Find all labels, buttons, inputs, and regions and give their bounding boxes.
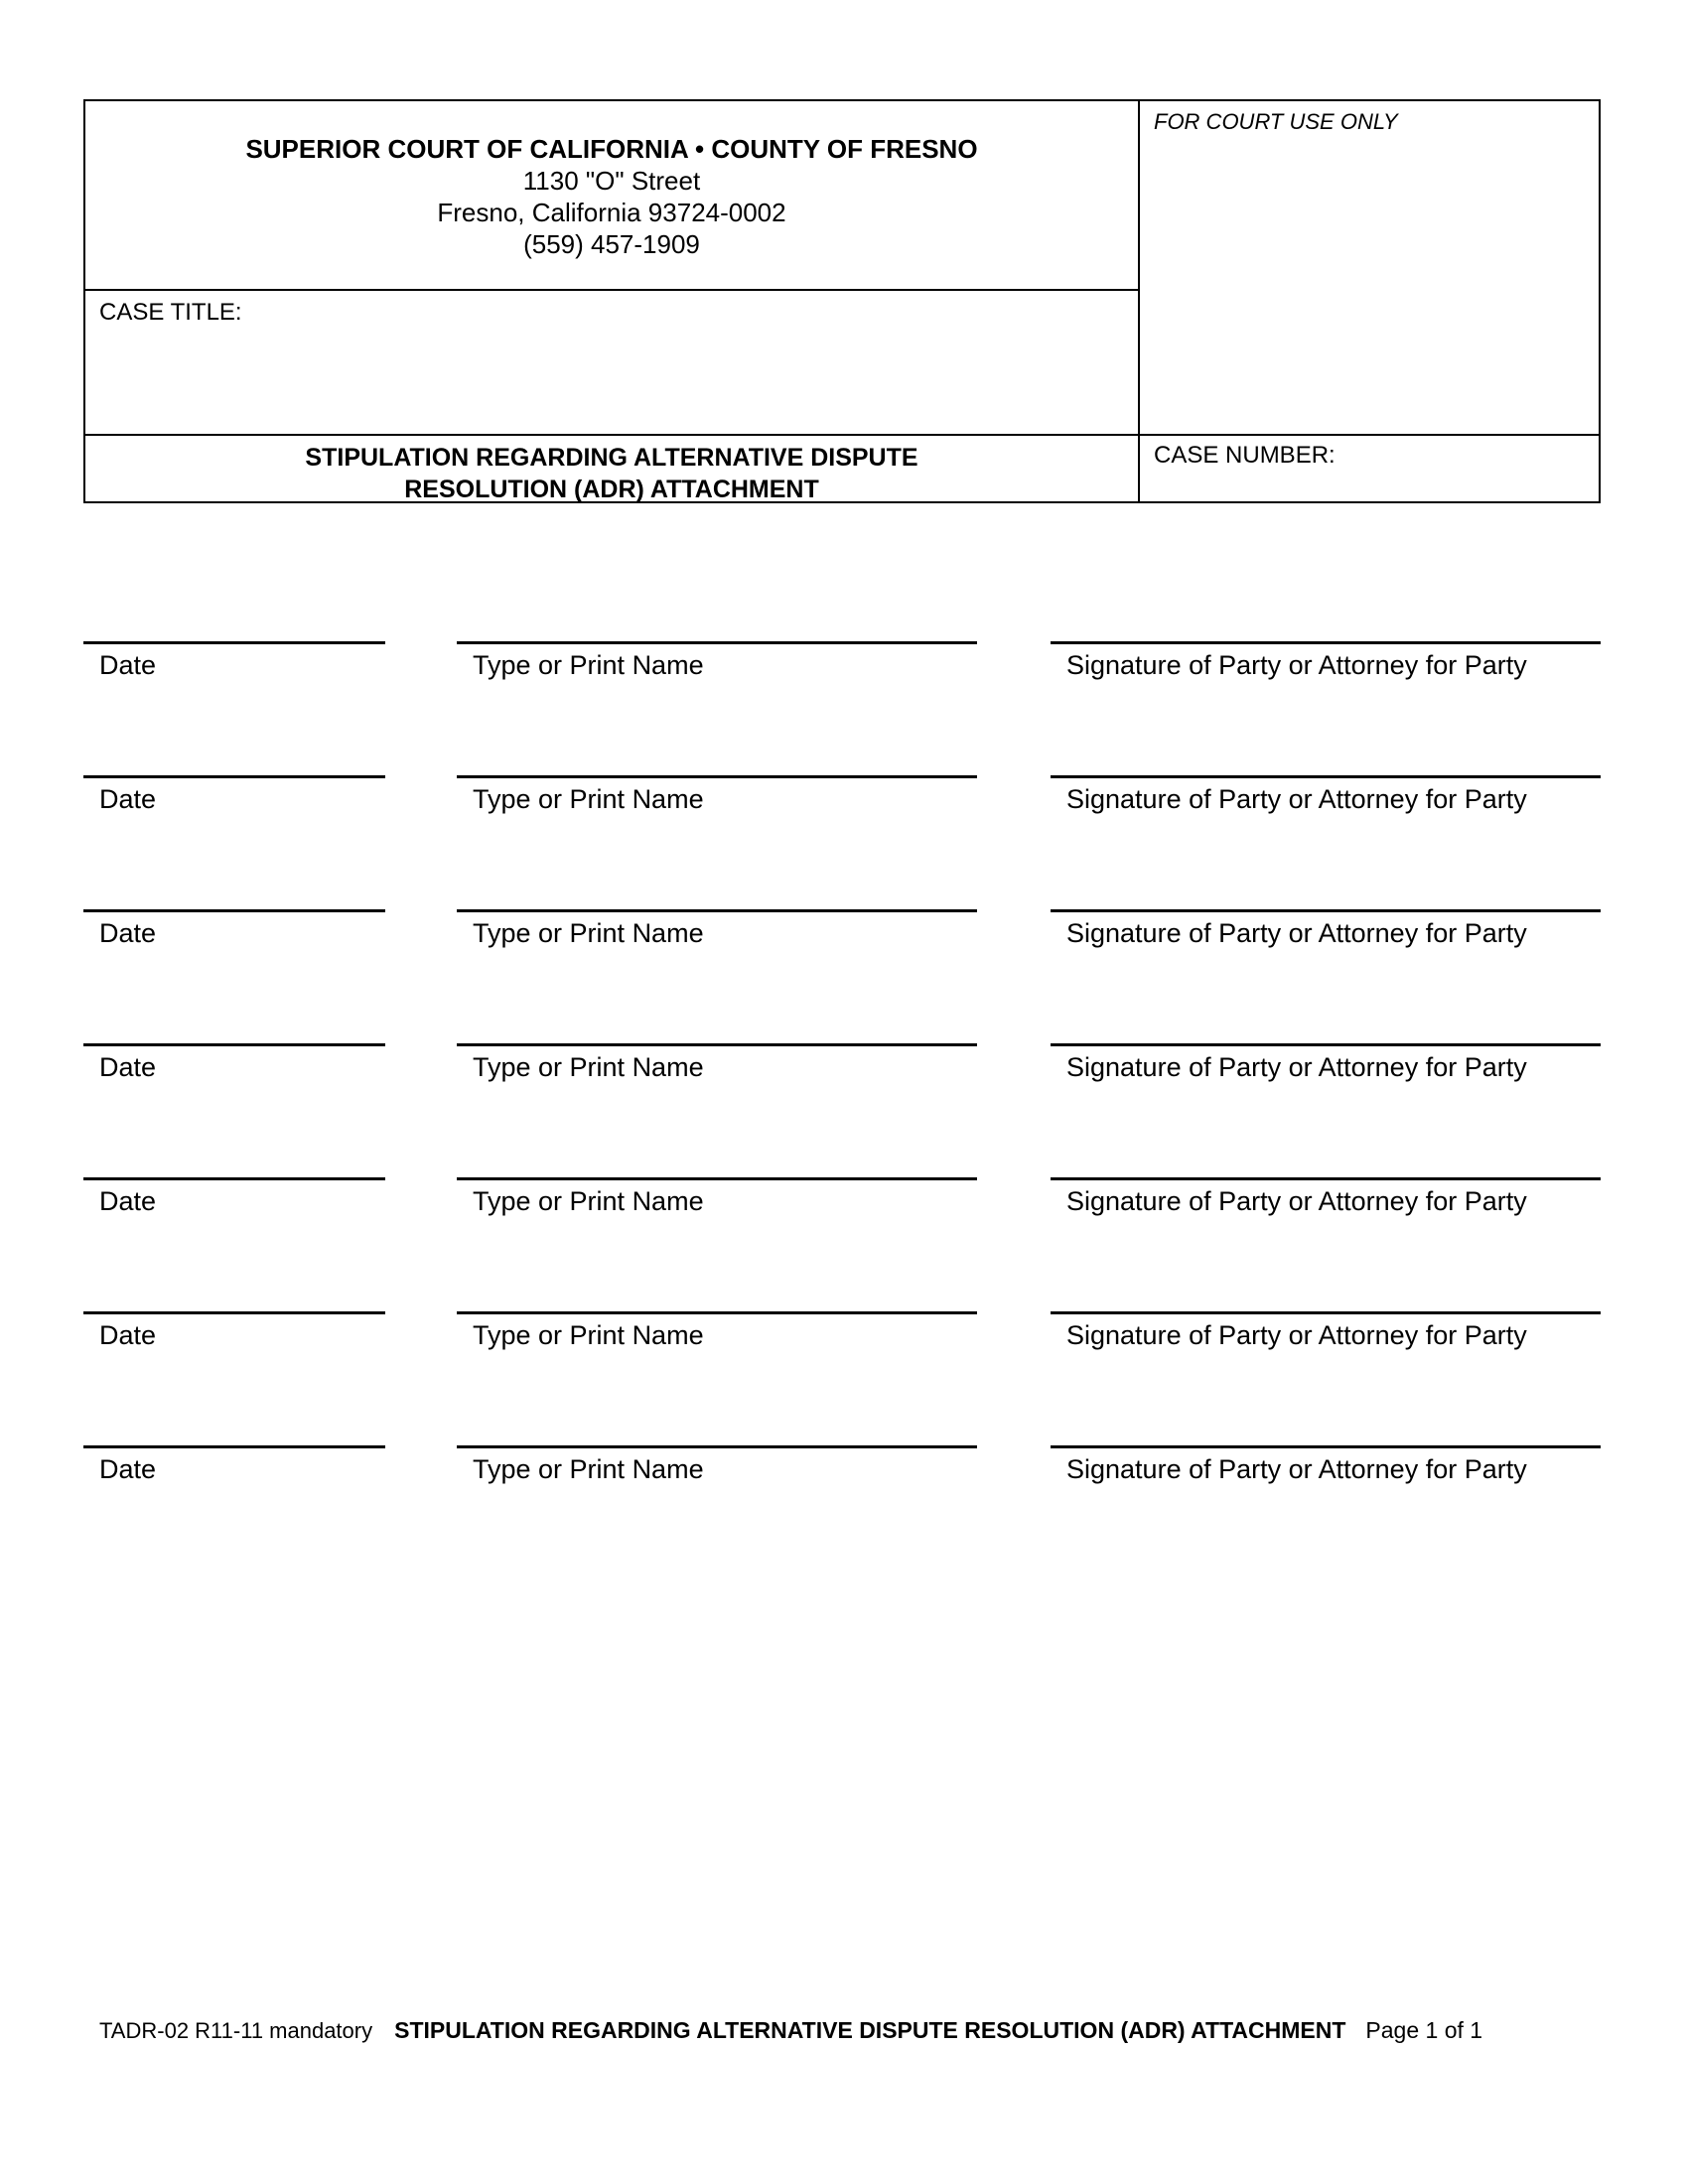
signature-line[interactable] [1051, 641, 1601, 681]
signature-label: Signature of Party or Attorney for Party [1066, 1186, 1527, 1216]
signature-label: Signature of Party or Attorney for Party [1066, 918, 1527, 948]
document-title [85, 434, 1140, 503]
date-label: Date [99, 1052, 157, 1082]
print-name-label: Type or Print Name [473, 650, 704, 680]
signature-line[interactable] [1051, 775, 1601, 815]
signature-line[interactable] [1051, 1311, 1601, 1351]
page-footer [99, 2017, 1609, 2044]
date-label: Date [99, 1186, 157, 1216]
court-info [85, 101, 1140, 291]
case-number-field[interactable] [1140, 434, 1601, 503]
print-name-line[interactable] [457, 1311, 977, 1351]
date-label: Date [99, 918, 157, 948]
date-label: Date [99, 1454, 157, 1484]
signature-line[interactable] [1051, 909, 1601, 949]
signature-line[interactable] [1051, 1177, 1601, 1217]
court-city: Fresno, California 93724-0002 [437, 198, 786, 227]
signature-line[interactable] [1051, 1043, 1601, 1083]
print-name-line[interactable] [457, 641, 977, 681]
print-name-label: Type or Print Name [473, 1320, 704, 1350]
print-name-label: Type or Print Name [473, 1052, 704, 1082]
print-name-line[interactable] [457, 1177, 977, 1217]
date-label: Date [99, 650, 157, 680]
caption-box [83, 99, 1601, 503]
print-name-label: Type or Print Name [473, 784, 704, 814]
signature-line[interactable] [1051, 1445, 1601, 1485]
signature-label: Signature of Party or Attorney for Party [1066, 1052, 1527, 1082]
date-line[interactable] [83, 1445, 385, 1485]
signature-row [0, 1043, 1688, 1103]
signature-row [0, 1445, 1688, 1505]
signature-row [0, 641, 1688, 701]
signature-label: Signature of Party or Attorney for Party [1066, 1454, 1527, 1484]
signature-row [0, 909, 1688, 969]
court-phone: (559) 457-1909 [523, 229, 700, 259]
signature-row [0, 1177, 1688, 1237]
signature-label: Signature of Party or Attorney for Party [1066, 1320, 1527, 1350]
print-name-line[interactable] [457, 775, 977, 815]
print-name-label: Type or Print Name [473, 1186, 704, 1216]
page-number: Page 1 of 1 [1365, 2017, 1483, 2043]
print-name-label: Type or Print Name [473, 1454, 704, 1484]
date-label: Date [99, 784, 157, 814]
date-line[interactable] [83, 1311, 385, 1351]
footer-title: STIPULATION REGARDING ALTERNATIVE DISPUTE RESOLUTION (ADR) ATTACHMENT [394, 2017, 1346, 2043]
document-title-line2: RESOLUTION (ADR) ATTACHMENT [404, 476, 819, 503]
print-name-label: Type or Print Name [473, 918, 704, 948]
print-name-line[interactable] [457, 1445, 977, 1485]
form-id: TADR-02 R11-11 mandatory [99, 2018, 373, 2043]
date-line[interactable] [83, 1043, 385, 1083]
signature-label: Signature of Party or Attorney for Party [1066, 650, 1527, 680]
court-name: SUPERIOR COURT OF CALIFORNIA • COUNTY OF FRESNO [245, 134, 978, 164]
court-street: 1130 "O" Street [522, 166, 701, 196]
date-label: Date [99, 1320, 157, 1350]
date-line[interactable] [83, 641, 385, 681]
case-title-label: CASE TITLE: [99, 299, 242, 326]
signature-label: Signature of Party or Attorney for Party [1066, 784, 1527, 814]
print-name-line[interactable] [457, 1043, 977, 1083]
case-title-field[interactable] [85, 291, 1140, 434]
date-line[interactable] [83, 1177, 385, 1217]
signature-row [0, 1311, 1688, 1371]
date-line[interactable] [83, 775, 385, 815]
court-use-label: FOR COURT USE ONLY [1154, 109, 1398, 134]
case-number-label: CASE NUMBER: [1154, 442, 1336, 469]
signature-row [0, 775, 1688, 835]
print-name-line[interactable] [457, 909, 977, 949]
date-line[interactable] [83, 909, 385, 949]
court-use-only-field[interactable] [1140, 101, 1601, 434]
document-title-line1: STIPULATION REGARDING ALTERNATIVE DISPUTE [305, 444, 918, 472]
